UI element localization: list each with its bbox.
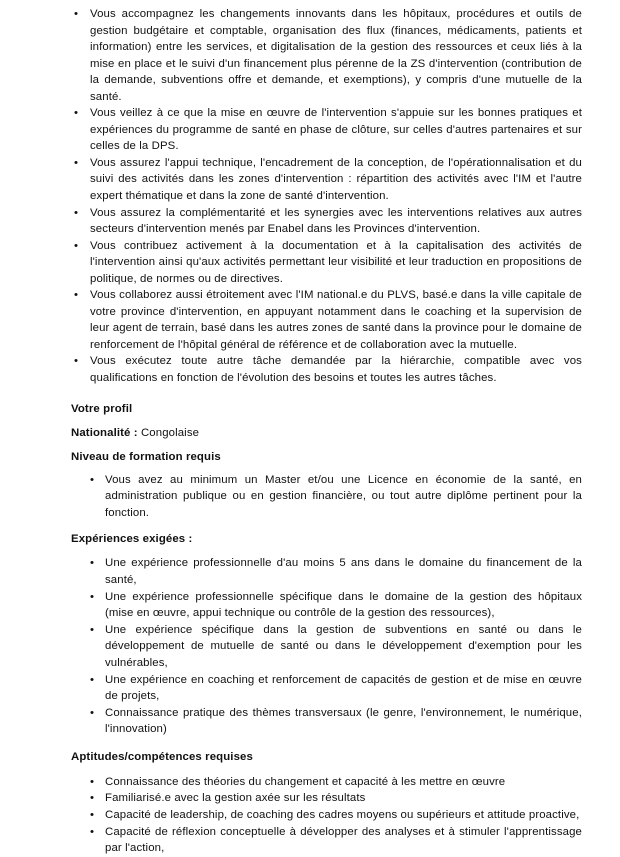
bullet-icon: • xyxy=(74,355,79,368)
list-item-text: Capacité de leadership, de coaching des cadres moyens ou supérieurs et attitude proactive, xyxy=(105,809,580,822)
bullet-icon: • xyxy=(90,809,95,822)
list-item xyxy=(0,155,620,205)
list-item xyxy=(0,705,620,738)
list-item-text: Vous exécutez toute autre tâche demandée par la hiérarchie, compatible avec vos qualifications en fonction de l'évolution des besoins et toutes les autres tâches. xyxy=(90,355,582,385)
bullet-icon: • xyxy=(74,239,79,252)
bullet-icon: • xyxy=(90,473,95,486)
list-item xyxy=(0,774,620,791)
list-item-text: Vous collaborez aussi étroitement avec l'IM national.e du PLVS, basé.e dans la ville capitale de votre province d'intervention, en appuyant notamment dans le coaching et la supervision de leur agent de terrain, basé dans les autres zones de santé dans la province pour le domaine de renforcement de l'hôpital général de référence et de collaboration avec la mutuelle. xyxy=(90,289,582,351)
list-item-text: Vous veillez à ce que la mise en œuvre de l'intervention s'appuie sur les bonnes pratiques et expériences du programme de santé en phase de clôture, sur celles d'autres partenaires et sur celles de la DPS. xyxy=(90,107,582,153)
section-heading-aptitudes: Aptitudes/compétences requises xyxy=(71,750,253,763)
experience-list xyxy=(0,555,620,738)
bullet-icon: • xyxy=(74,8,79,20)
bullet-icon: • xyxy=(74,289,79,302)
section-heading-niveau-formation: Niveau de formation requis xyxy=(71,450,221,463)
bullet-icon: • xyxy=(90,673,95,686)
list-item xyxy=(0,472,620,522)
list-item-text: Connaissance pratique des thèmes transversaux (le genre, l'environnement, le numérique, l'innovation) xyxy=(105,706,582,736)
list-item xyxy=(0,205,620,238)
list-item-text: Une expérience professionnelle d'au moins 5 ans dans le domaine du financement de la santé, xyxy=(105,557,582,586)
bullet-icon: • xyxy=(74,156,79,169)
bullet-icon: • xyxy=(74,107,79,120)
list-item-text: Connaissance des théories du changement et capacité à les mettre en œuvre xyxy=(105,775,506,788)
list-item xyxy=(0,807,620,824)
bullet-icon: • xyxy=(90,825,95,838)
nationality-line xyxy=(0,425,620,441)
list-item-text: Vous avez au minimum un Master et/ou une Licence en économie de la santé, en administration publique ou en gestion financière, ou tout autre diplôme pertinent pour la fonction. xyxy=(105,473,582,519)
list-item-text: Vous accompagnez les changements innovants dans les hôpitaux, procédures et outils de gestion budgétaire et comptable, organisation des flux (finances, médicaments, patients et information) entre les services, et digitalisation de la gestion des ressources et ceux liés à la mise en place et le suivi d'un financement plus pérenne de la ZS d'intervention (contribution de la demande, subventions offre et demande, et exemptions), y compris d'une mutuelle de la santé. xyxy=(90,8,582,103)
list-item xyxy=(0,824,620,857)
list-item-text: Une expérience en coaching et renforcement de capacités de gestion et de mise en œuvre de projets, xyxy=(105,673,582,703)
bullet-icon: • xyxy=(90,623,95,636)
list-item xyxy=(0,105,620,155)
bullet-icon: • xyxy=(90,775,95,788)
section-heading-votre-profil: Votre profil xyxy=(71,402,133,415)
skills-list xyxy=(0,774,620,857)
list-item-text: Une expérience spécifique dans la gestion de subventions en santé ou dans le développement de mutuelle de santé ou dans le développement d'exemption pour les vulnérables, xyxy=(105,623,582,669)
education-list xyxy=(0,472,620,522)
list-item xyxy=(0,622,620,672)
list-item-text: Une expérience professionnelle spécifique dans le domaine de la gestion des hôpitaux (mise en œuvre, appui technique ou contrôle de la gestion des ressources), xyxy=(105,590,582,620)
list-item xyxy=(0,589,620,622)
nationality-value: Congolaise xyxy=(137,426,200,439)
list-item xyxy=(0,790,620,807)
list-item-text: Capacité de réflexion conceptuelle à développer des analyses et à stimuler l'apprentissage par l'action, xyxy=(105,825,582,855)
list-item-text: Vous contribuez activement à la documentation et à la capitalisation des activités de l'intervention ainsi qu'aux activités permettant leur visibilité et leur traduction en propositions de politique, de normes ou de directives. xyxy=(90,239,582,285)
list-item xyxy=(0,353,620,386)
bullet-icon: • xyxy=(74,206,79,219)
list-item-text: Familiarisé.e avec la gestion axée sur les résultats xyxy=(105,792,366,805)
bullet-icon: • xyxy=(90,706,95,719)
section-heading-experiences: Expériences exigées : xyxy=(71,533,193,546)
list-item xyxy=(0,287,620,353)
responsibilities-list xyxy=(0,6,620,387)
list-item xyxy=(0,555,620,588)
list-item xyxy=(0,6,620,105)
bullet-icon: • xyxy=(90,557,95,570)
list-item-text: Vous assurez l'appui technique, l'encadrement de la conception, de l'opérationnalisation et du suivi des activités dans les zones d'intervention : répartition des activités avec l'IM et l'autre expert thématique et dans la zone de santé d'intervention. xyxy=(90,156,582,203)
nationality-label: Nationalité : xyxy=(71,426,138,439)
list-item xyxy=(0,238,620,288)
list-item xyxy=(0,672,620,705)
bullet-icon: • xyxy=(90,590,95,603)
list-item-text: Vous assurez la complémentarité et les synergies avec les interventions relatives aux autres secteurs d'intervention menés par Enabel dans les Provinces d'intervention. xyxy=(90,206,582,236)
bullet-icon: • xyxy=(90,792,95,805)
